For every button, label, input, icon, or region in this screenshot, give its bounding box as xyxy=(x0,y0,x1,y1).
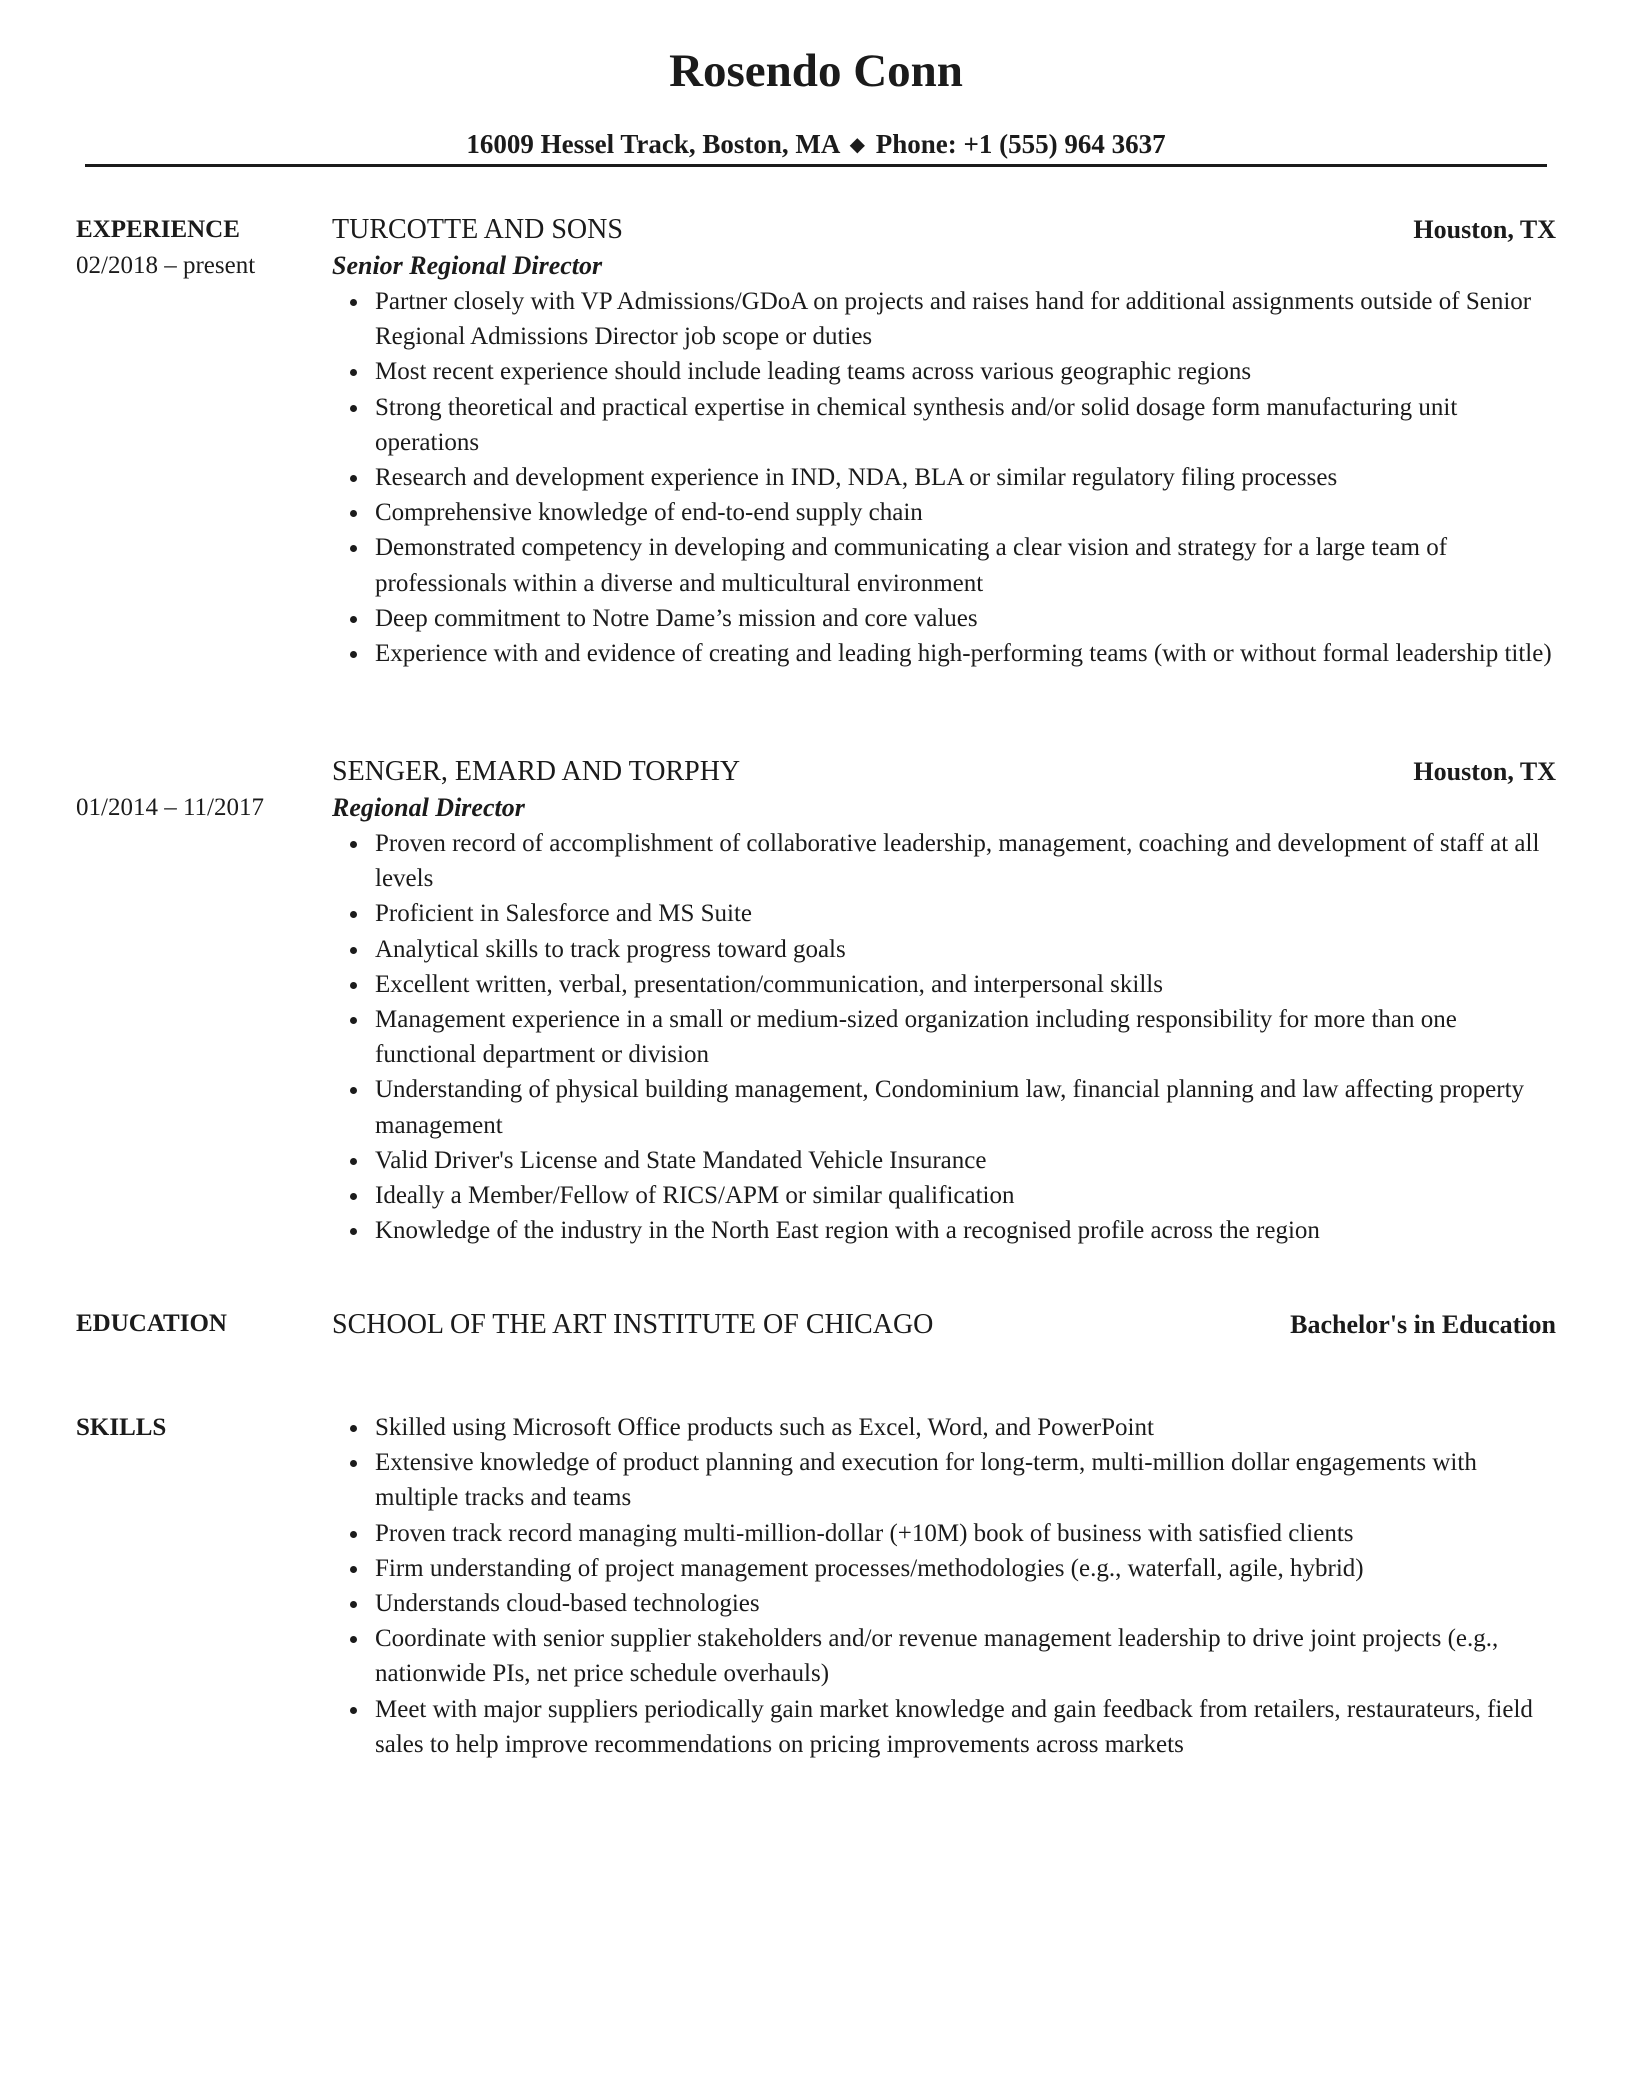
list-item xyxy=(332,601,1556,636)
job-location: Houston, TX xyxy=(1413,757,1556,786)
list-item xyxy=(332,1002,1556,1072)
job-bullets xyxy=(332,826,1556,1248)
bullet-text: Deep commitment to Notre Dame’s mission and core values xyxy=(375,604,978,632)
bullet-icon xyxy=(350,545,357,552)
bullet-icon xyxy=(350,911,357,918)
bullet-icon xyxy=(350,651,357,658)
bullet-text: Comprehensive knowledge of end-to-end supply chain xyxy=(375,499,923,527)
skills-bullets xyxy=(332,1410,1556,1762)
bullet-icon xyxy=(350,1017,357,1024)
degree: Bachelor's in Education xyxy=(1290,1310,1556,1339)
skills-label: SKILLS xyxy=(76,1414,167,1441)
job-title: Senior Regional Director xyxy=(332,251,603,280)
contact-line xyxy=(0,124,1632,167)
bullet-icon xyxy=(350,1425,357,1432)
bullet-text: Valid Driver's License and State Mandated Vehicle Insurance xyxy=(375,1146,987,1174)
job-header xyxy=(332,212,1556,248)
list-item xyxy=(332,1143,1556,1178)
education-label: EDUCATION xyxy=(76,1310,227,1337)
bullet-icon xyxy=(350,1087,357,1094)
phone: Phone: +1 (555) 964 3637 xyxy=(875,129,1166,159)
school-name: SCHOOL OF THE ART INSTITUTE OF CHICAGO xyxy=(332,1309,934,1340)
bullet-text: Meet with major suppliers periodically gain market knowledge and gain feedback from retailers, restaurateurs, field sales to help improve recommendations on pricing improvements across markets xyxy=(375,1695,1533,1758)
list-item xyxy=(332,1445,1556,1515)
list-item xyxy=(332,1692,1556,1762)
bullet-text: Firm understanding of project management processes/methodologies (e.g., waterfall, agile, hybrid) xyxy=(375,1554,1364,1582)
bullet-text: Excellent written, verbal, presentation/communication, and interpersonal skills xyxy=(375,970,1163,998)
bullet-text: Proven track record managing multi-million-dollar (+10M) book of business with satisfied clients xyxy=(375,1519,1354,1547)
job-title: Regional Director xyxy=(332,793,525,822)
company-name: TURCOTTE AND SONS xyxy=(332,214,623,245)
list-item xyxy=(332,1586,1556,1621)
bullet-text: Skilled using Microsoft Office products such as Excel, Word, and PowerPoint xyxy=(375,1414,1154,1441)
list-item xyxy=(332,1072,1556,1142)
list-item xyxy=(332,530,1556,600)
bullet-text: Experience with and evidence of creating and leading high-performing teams (with or without formal leadership title) xyxy=(375,640,1552,668)
bullet-icon xyxy=(350,982,357,989)
list-item xyxy=(332,967,1556,1002)
company-name: SENGER, EMARD AND TORPHY xyxy=(332,756,741,787)
bullet-text: Analytical skills to track progress toward goals xyxy=(375,935,846,963)
bullet-icon xyxy=(350,1707,357,1714)
list-item xyxy=(332,354,1556,389)
bullet-text: Ideally a Member/Fellow of RICS/APM or similar qualification xyxy=(375,1182,1015,1210)
list-item xyxy=(332,495,1556,530)
list-item xyxy=(332,826,1556,896)
bullet-text: Proven record of accomplishment of collaborative leadership, management, coaching and development of staff at all levels xyxy=(375,830,1540,893)
bullet-text: Proficient in Salesforce and MS Suite xyxy=(375,900,753,928)
job-location: Houston, TX xyxy=(1413,215,1556,244)
bullet-text: Management experience in a small or medium-sized organization including responsibility for more than one functional department or division xyxy=(375,1006,1457,1069)
bullet-text: Understanding of physical building management, Condominium law, financial planning and law affecting property management xyxy=(375,1076,1525,1139)
header-divider xyxy=(85,164,1547,167)
bullet-text: Understands cloud-based technologies xyxy=(375,1590,760,1618)
bullet-icon xyxy=(350,369,357,376)
list-item xyxy=(332,636,1556,671)
bullet-icon xyxy=(350,947,357,954)
list-item xyxy=(332,1213,1556,1248)
bullet-text: Strong theoretical and practical expertise in chemical synthesis and/or solid dosage form manufacturing unit operations xyxy=(375,393,1458,456)
bullet-icon xyxy=(350,510,357,517)
bullet-icon xyxy=(350,1531,357,1538)
education-entry xyxy=(332,1307,1556,1343)
list-item xyxy=(332,1551,1556,1586)
job-header xyxy=(332,754,1556,790)
bullet-icon xyxy=(350,405,357,412)
job-date: 01/2014 – 11/2017 xyxy=(76,794,264,821)
bullet-icon xyxy=(350,1158,357,1165)
list-item xyxy=(332,460,1556,495)
bullet-icon xyxy=(350,1193,357,1200)
list-item xyxy=(332,932,1556,967)
bullet-icon xyxy=(350,475,357,482)
bullet-text: Partner closely with VP Admissions/GDoA on projects and raises hand for additional assignments outside of Senior Regional Admissions Director job scope or duties xyxy=(375,288,1532,351)
bullet-icon xyxy=(350,841,357,848)
bullet-text: Extensive knowledge of product planning and execution for long-term, multi-million dollar engagements with multiple tracks and teams xyxy=(375,1449,1477,1512)
list-item xyxy=(332,1178,1556,1213)
job-bullets xyxy=(332,284,1556,671)
bullet-icon xyxy=(350,299,357,306)
list-item xyxy=(332,1621,1556,1691)
bullet-icon xyxy=(350,616,357,623)
bullet-text: Research and development experience in IND, NDA, BLA or similar regulatory filing processes xyxy=(375,464,1338,492)
bullet-icon xyxy=(350,1228,357,1235)
address: 16009 Hessel Track, Boston, MA xyxy=(466,129,839,159)
bullet-icon xyxy=(350,1566,357,1573)
experience-label: EXPERIENCE xyxy=(76,216,240,243)
job-date: 02/2018 – present xyxy=(76,252,256,279)
list-item xyxy=(332,1410,1556,1445)
bullet-text: Knowledge of the industry in the North East region with a recognised profile across the region xyxy=(375,1217,1320,1245)
separator-icon: ◆ xyxy=(849,134,866,156)
list-item xyxy=(332,390,1556,460)
bullet-icon xyxy=(350,1601,357,1608)
candidate-name: Rosendo Conn xyxy=(669,45,963,97)
list-item xyxy=(332,896,1556,931)
bullet-text: Most recent experience should include leading teams across various geographic regions xyxy=(375,358,1252,386)
job-entry xyxy=(332,212,1556,671)
skills-entry xyxy=(332,1410,1556,1762)
list-item xyxy=(332,1516,1556,1551)
job-entry xyxy=(332,754,1556,1248)
bullet-text: Demonstrated competency in developing and communicating a clear vision and strategy for a large team of professionals within a diverse and multicultural environment xyxy=(375,534,1448,597)
education-header xyxy=(332,1307,1556,1343)
list-item xyxy=(332,284,1556,354)
bullet-icon xyxy=(350,1636,357,1643)
bullet-icon xyxy=(350,1460,357,1467)
bullet-text: Coordinate with senior supplier stakeholders and/or revenue management leadership to drive joint projects (e.g., nationwide PIs, net price schedule overhauls) xyxy=(375,1625,1499,1688)
